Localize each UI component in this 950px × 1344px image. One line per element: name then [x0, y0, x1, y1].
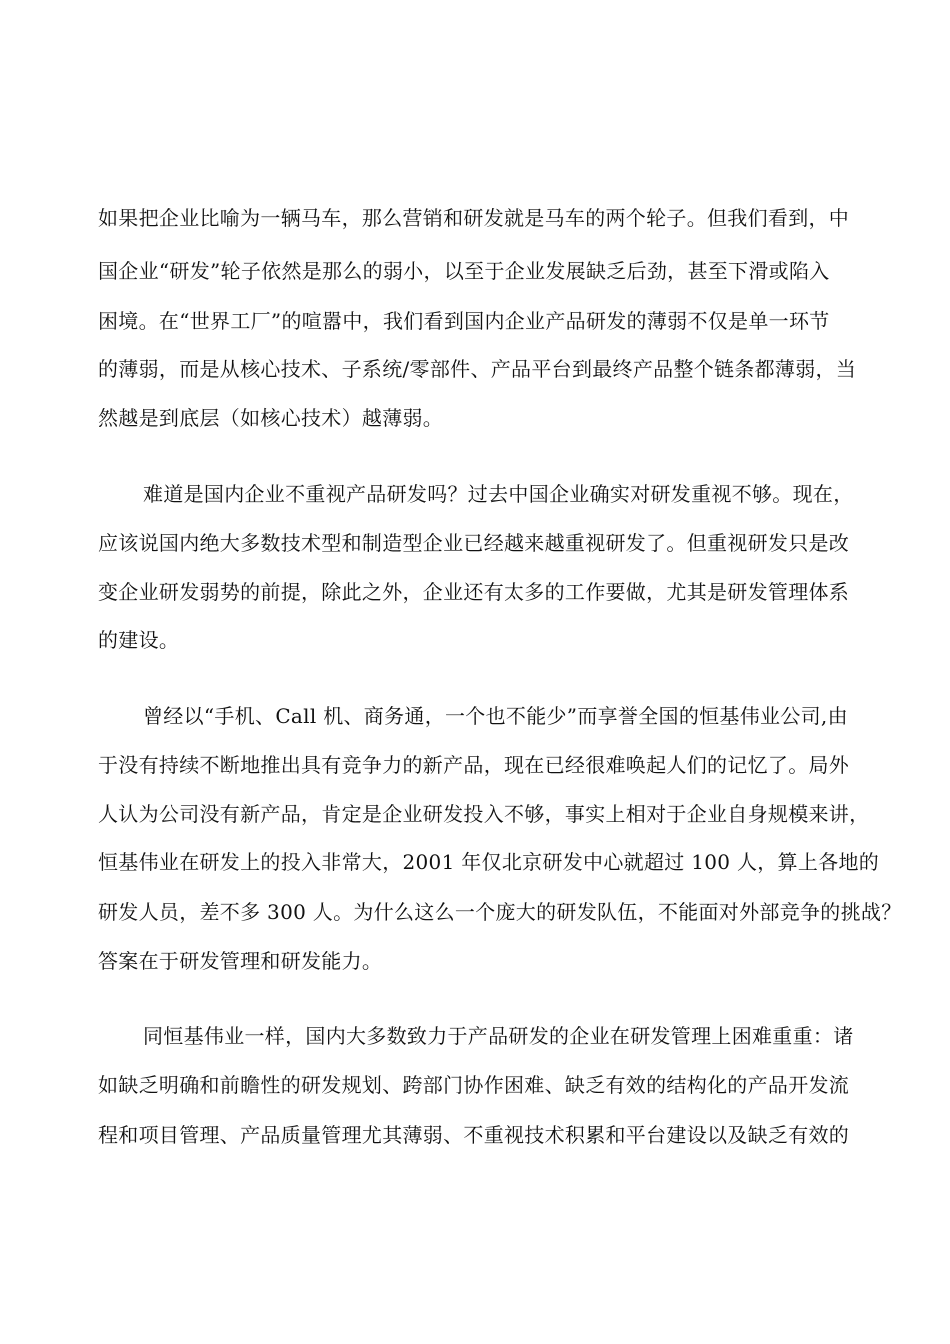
paragraph-1-line-3: 困境。在“世界工厂”的喧嚣中，我们看到国内企业产品研发的薄弱不仅是单一环节 — [98, 309, 830, 333]
paragraph-3-line-6: 答案在于研发管理和研发能力。 — [98, 949, 383, 973]
paragraph-1-line-5: 然越是到底层（如核心技术）越薄弱。 — [98, 406, 444, 430]
paragraph-3-line-3: 人认为公司没有新产品，肯定是企业研发投入不够，事实上相对于企业自身规模来讲， — [98, 802, 870, 826]
paragraph-1-line-1: 如果把企业比喻为一辆马车，那么营销和研发就是马车的两个轮子。但我们看到，中 — [98, 206, 850, 230]
paragraph-3-line-2: 于没有持续不断地推出具有竞争力的新产品，现在已经很难唤起人们的记忆了。局外 — [98, 753, 850, 777]
paragraph-3-line-5: 研发人员，差不多 300 人。为什么这么一个庞大的研发队伍，不能面对外部竞争的挑战？ — [98, 900, 902, 924]
paragraph-1-line-4: 的薄弱，而是从核心技术、子系统/零部件、产品平台到最终产品整个链条都薄弱，当 — [98, 357, 857, 381]
paragraph-2-line-3: 变企业研发弱势的前提，除此之外，企业还有太多的工作要做，尤其是研发管理体系 — [98, 580, 850, 604]
paragraph-1-line-2: 国企业“研发”轮子依然是那么的弱小，以至于企业发展缺乏后劲，甚至下滑或陷入 — [98, 259, 830, 283]
paragraph-2-line-2: 应该说国内绝大多数技术型和制造型企业已经越来越重视研发了。但重视研发只是改 — [98, 531, 850, 555]
paragraph-4-line-2: 如缺乏明确和前瞻性的研发规划、跨部门协作困难、缺乏有效的结构化的产品开发流 — [98, 1073, 850, 1097]
paragraph-2-line-1: 难道是国内企业不重视产品研发吗？过去中国企业确实对研发重视不够。现在， — [143, 482, 854, 506]
paragraph-3-line-4: 恒基伟业在研发上的投入非常大，2001 年仅北京研发中心就超过 100 人，算上各地的 — [98, 850, 880, 874]
paragraph-4-line-1: 同恒基伟业一样，国内大多数致力于产品研发的企业在研发管理上困难重重：诸 — [143, 1024, 854, 1048]
paragraph-2-line-4: 的建设。 — [98, 628, 180, 652]
paragraph-3-line-1: 曾经以“手机、Call 机、商务通，一个也不能少”而享誉全国的恒基伟业公司,由 — [143, 704, 848, 728]
paragraph-4-line-3: 程和项目管理、产品质量管理尤其薄弱、不重视技术积累和平台建设以及缺乏有效的 — [98, 1123, 850, 1147]
